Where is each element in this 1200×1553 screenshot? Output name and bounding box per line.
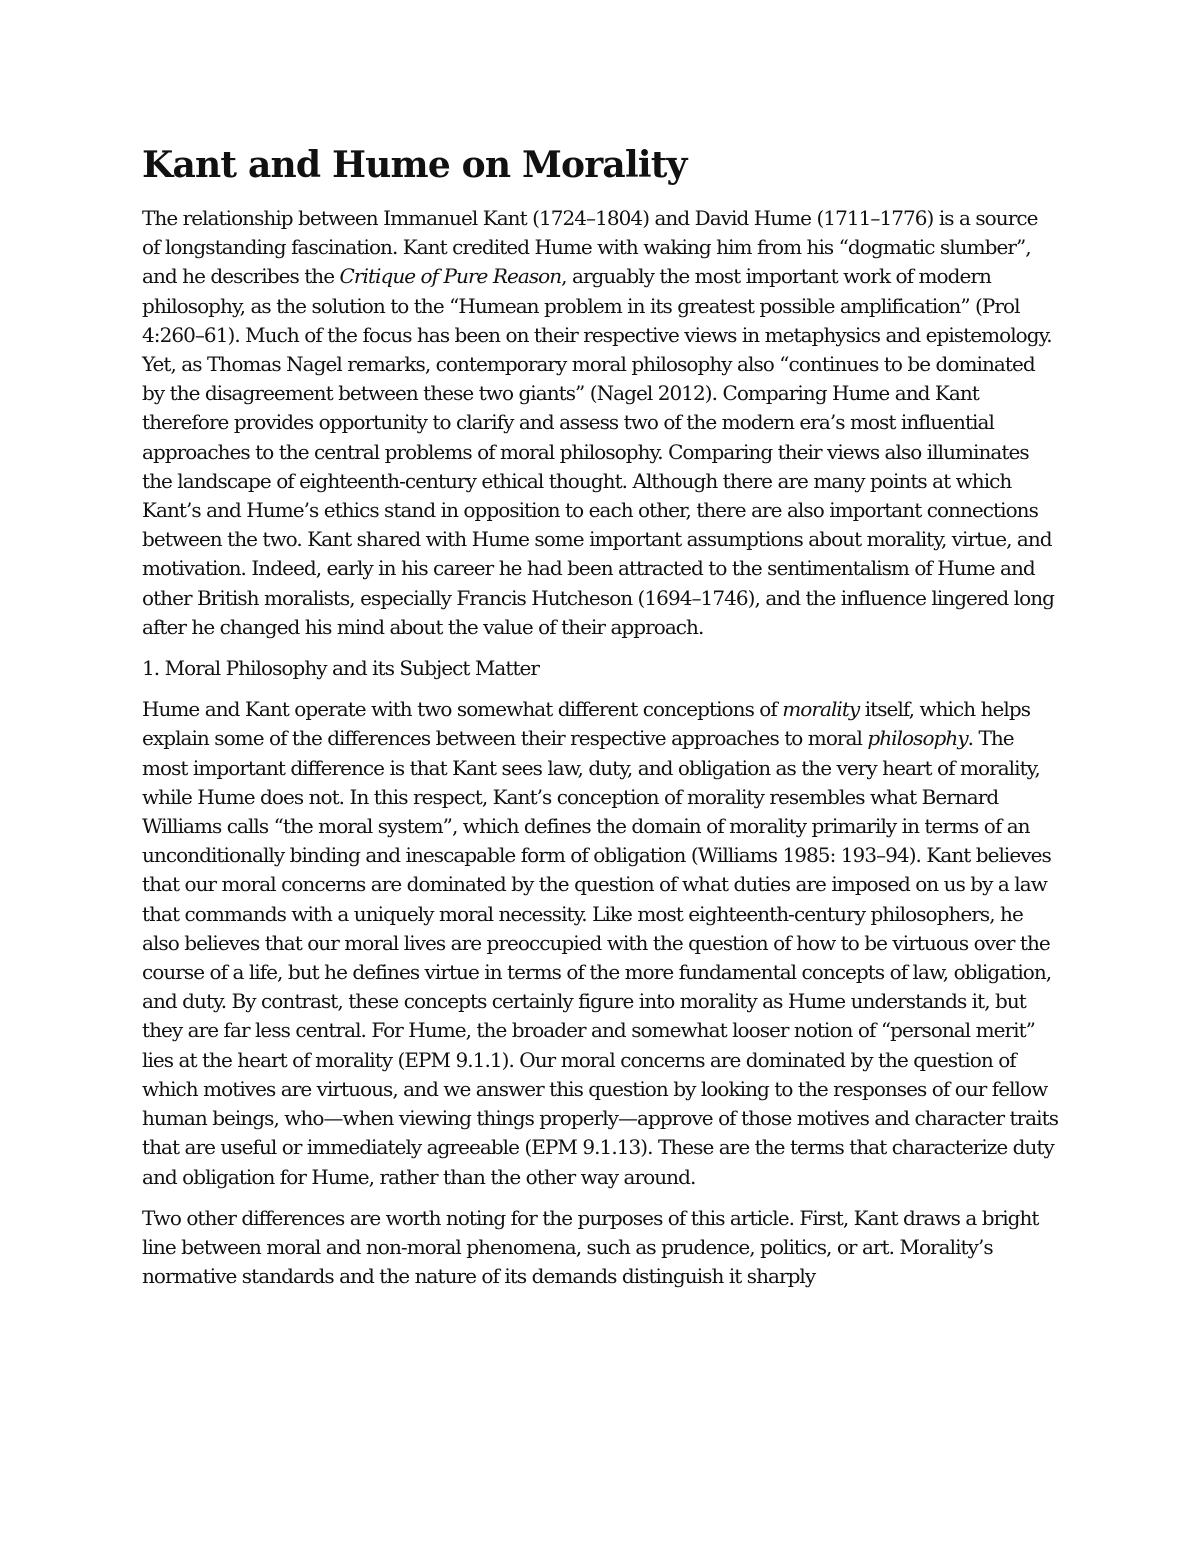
section-paragraph-2: Two other differences are worth noting for the purposes of this article. First, Kant draws a bright line between moral and non-moral phenomena, such as prudence, politics, or art. Morality’s normative standards and the nature of its demands distinguish it sharply	[142, 1205, 1039, 1289]
intro-paragraph	[142, 204, 1060, 642]
intro-book-title: Critique of Pure Reason	[339, 264, 562, 289]
intro-text-part-1: The relationship between Immanuel Kant (1724–1804) and David Hume (1711–1776) is a source of longstanding fascination. Kant credited Hume with waking him from his “dogmatic slumber”, and he describes the	[142, 206, 1038, 289]
section-paragraph-1-part-2: itself, which helps explain some of the differences between their respective approaches to moral	[142, 697, 1031, 751]
intro-text-part-2: , arguably the most important work of modern philosophy, as the solution to the “Humean problem in its greatest possible amplification” (Prol 4:260–61). Much of the focus has been on their respective views in metaphysics and epistemology. Yet, as Thomas Nagel remarks, contemporary moral philosophy also “continues to be dominated by the disagreement between these two giants” (Nagel 2012). Comparing Hume and Kant therefore provides opportunity to clarify and assess two of the modern era’s most influential approaches to the central problems of moral philosophy. Comparing their views also illuminates the landscape of eighteenth-century ethical thought. Although there are many points at which Kant’s and Hume’s ethics stand in opposition to each other, there are also important connections between the two. Kant shared with Hume some important assumptions about morality, virtue, and motivation. Indeed, early in his career he had been attracted to the sentimentalism of Hume and other British moralists, especially Francis Hutcheson (1694–1746), and the influence lingered long after he changed his mind about the value of their approach.	[142, 264, 1055, 639]
section-heading: 1. Moral Philosophy and its Subject Matter	[142, 656, 540, 681]
document-body	[142, 140, 1060, 1303]
emphasis-philosophy: philosophy	[867, 726, 968, 751]
section-paragraph-1-part-3: . The most important difference is that Kant sees law, duty, and obligation as the very heart of morality, while Hume does not. In this respect, Kant’s conception of morality resembles what Bernard Williams calls “the moral system”, which defines the domain of morality primarily in terms of an unconditionally binding and inescapable form of obligation (Williams 1985: 193–94). Kant believes that our moral concerns are dominated by the question of what duties are imposed on us by a law that commands with a uniquely moral necessity. Like most eighteenth-century philosophers, he also believes that our moral lives are preoccupied with the question of how to be virtuous over the course of a life, but he defines virtue in terms of the more fundamental concepts of law, obligation, and duty. By contrast, these concepts certainly figure into morality as Hume understands it, but they are far less central. For Hume, the broader and somewhat looser notion of “personal merit” lies at the heart of morality (EPM 9.1.1). Our moral concerns are dominated by the question of which motives are virtuous, and we answer this question by looking to the responses of our fellow human beings, who—when viewing things properly—approve of those motives and character traits that are useful or immediately agreeable (EPM 9.1.13). These are the terms that characterize duty and obligation for Hume, rather than the other way around.	[142, 726, 1059, 1189]
section-paragraph-1	[142, 695, 1060, 1191]
document-title: Kant and Hume on Morality	[142, 144, 687, 186]
section-paragraph-1-part-1: Hume and Kant operate with two somewhat different conceptions of	[142, 697, 783, 722]
emphasis-morality: morality	[782, 697, 860, 722]
